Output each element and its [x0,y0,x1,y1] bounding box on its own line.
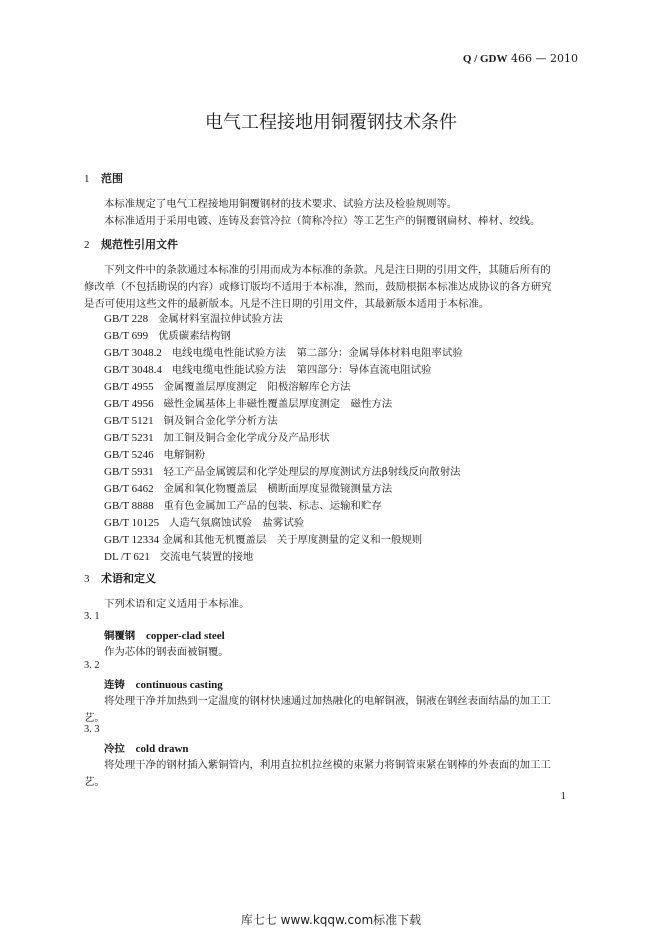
reference-code: GB/T 8888 [104,500,154,512]
reference-code: GB/T 228 [104,313,149,325]
term-definition: 艺。 [84,776,105,788]
term-zh: 铜覆钢 [104,630,136,642]
reference-item [104,429,330,444]
reference-title: 电线电缆电性能试验方法 第二部分：金属导体材料电阻率试验 [171,347,463,359]
reference-code: DL /T 621 [104,551,150,563]
reference-code: GB/T 5121 [104,415,154,427]
reference-item [104,480,392,495]
section-2-intro-line: 修改单（不包括勘误的内容）或修订版均不适用于本标准，然而，鼓励根据本标准达成协议的各方研究 [84,281,552,293]
reference-item [104,548,253,563]
reference-title: 金属和其他无机覆盖层 关于厚度测量的定义和一般规则 [162,534,423,546]
reference-code: GB/T 4955 [104,381,154,393]
reference-code: GB/T 5246 [104,449,154,461]
reference-code: GB/T 6462 [104,483,154,495]
section-3-number: 3 [84,573,90,585]
reference-title: 交流电气装置的接地 [159,551,254,563]
reference-code: GB/T 5231 [104,432,154,444]
reference-item [104,531,422,546]
term-zh: 连铸 [104,679,125,691]
reference-item [104,514,304,529]
section-2-heading [84,236,178,252]
reference-item [104,378,351,393]
reference-title: 金属材料室温拉伸试验方法 [158,313,283,325]
section-1-title: 范围 [101,172,123,185]
reference-item [104,446,205,461]
page-title: 电气工程接地用铜覆钢技术条件 [205,112,457,133]
standard-code [463,52,578,65]
reference-title: 人造气氛腐蚀试验 盐雾试验 [169,517,305,529]
section-3-title: 术语和定义 [101,572,156,585]
term-definition: 将处理干净并加热到一定温度的钢材快速通过加热融化的电解铜液，铜液在钢丝表面结晶的加工工 [104,695,551,707]
term-number: 3. 3 [84,724,100,735]
term-heading [104,627,225,642]
reference-title: 金属覆盖层厚度测定 阳极溶解库仑方法 [163,381,351,393]
reference-title: 铜及铜合金化学分析方法 [163,415,278,427]
section-2-number: 2 [84,239,90,251]
reference-item [104,497,382,512]
section-3-heading [84,570,156,586]
reference-item [104,327,231,342]
reference-title: 轻工产品金属镀层和化学处理层的厚度测试方法β射线反向散射法 [163,466,461,478]
term-heading [104,676,223,691]
reference-title: 电线电缆电性能试验方法 第四部分：导体直流电阻试验 [171,364,432,376]
reference-title: 重有色金属加工产品的包装、标志、运输和贮存 [163,500,382,512]
reference-title: 加工铜及铜合金化学成分及产品形状 [163,432,330,444]
term-number: 3. 1 [84,611,100,622]
section-3-intro: 下列术语和定义适用于本标准。 [104,598,250,610]
reference-code: GB/T 699 [104,330,149,342]
reference-item [104,310,283,325]
section-2-intro-line: 是否可使用这些文件的最新版本。凡是不注日期的引用文件，其最新版本适用于本标准。 [84,298,490,310]
reference-title: 电解铜粉 [163,449,206,461]
section-1-number: 1 [84,173,90,185]
reference-item [104,344,463,359]
standard-prefix: Q / GDW [462,53,508,65]
reference-title: 优质碳素结构钢 [158,330,231,342]
reference-title: 金属和氧化物覆盖层 横断面厚度显微镜测量方法 [163,483,393,495]
term-number: 3. 2 [84,660,100,671]
section-1-paragraph: 本标准规定了电气工程接地用铜覆钢材的技术要求、试验方法及检验规则等。 [104,198,458,210]
section-1-paragraph: 本标准适用于采用电镀、连铸及套管冷拉（简称冷拉）等工艺生产的铜覆钢扁材、棒材、绞线。 [104,215,541,227]
section-2-title: 规范性引用文件 [101,238,178,251]
term-en: cold drawn [135,743,189,755]
term-en: copper-clad steel [146,630,225,642]
page-number: 1 [560,790,566,802]
reference-title: 磁性金属基体上非磁性覆盖层厚度测定 磁性方法 [163,398,393,410]
reference-item [104,395,392,410]
reference-code: GB/T 12334 [104,534,160,546]
reference-code: GB/T 3048.2 [104,347,162,359]
section-1-heading [84,170,123,186]
reference-code: GB/T 10125 [104,517,160,529]
reference-code: GB/T 4956 [104,398,154,410]
section-2-intro-line: 下列文件中的条款通过本标准的引用而成为本标准的条款。凡是注日期的引用文件，其随后所有的 [104,264,551,276]
term-definition: 作为芯体的钢表面被铜覆。 [104,646,229,658]
term-definition: 艺。 [84,712,105,724]
reference-item [104,412,278,427]
term-definition: 将处理干净的钢材插入紫铜管内，利用直拉机拉丝模的束紧力将铜管束紧在钢棒的外表面的加工工 [104,759,551,771]
reference-item [104,361,432,376]
reference-item [104,463,460,478]
reference-code: GB/T 5931 [104,466,154,478]
reference-code: GB/T 3048.4 [104,364,162,376]
standard-number: 466 — 2010 [507,52,578,65]
footer-watermark: 库七七 www.kqqw.com标准下载 [240,913,422,927]
term-en: continuous casting [135,679,223,691]
term-zh: 冷拉 [104,743,125,755]
term-heading [104,740,189,755]
